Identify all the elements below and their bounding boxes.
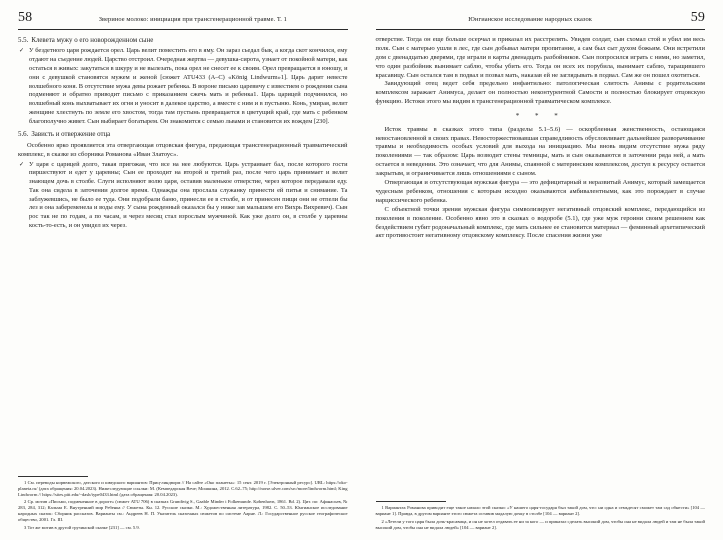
- footnote-3: 3 Тот же мотив в другой грузинской сказке [231] — см. 5.9.: [24, 524, 140, 530]
- right-footnotes: [376, 501, 706, 532]
- footnote-2: 2 Ср. мотив «Письмо, подмененное в дороге» (сюжет ATU 706) в сказках Grundtvig S., Gaable Minder i Folkemunde. København, 1861. Bd. 2). Цит. по: Афанасьев, № 283, 284, 312; Кальма Е. Внутренний мир Ребенка // Сюжеты. Кн. 12. Русские сказки. М.: Художественная литература, 1982. С. 50–53. Юнгианское исследование народных сказок: Сборник рассказов. Варианты см.: Андреев Н. П. Указатель сказочных сюжетов по системе Аарне. Л.: Государственное русское географическое общество, 2001. Гл. III.: [18, 499, 348, 523]
- paragraph-right-3: Отвергающая и отсутствующая мужская фигура — это дефицитарный и неразвитый Анимус, который замещается чудесным ребенком, отношения с которым исходно оказываются амбивалентными, как это порождает в случае нарциссического ребенка.: [375, 179, 705, 204]
- section-heading-5-5: [18, 36, 348, 45]
- paragraph-right-2: Исток травмы в сказках этого типа (разделы 5.1–5.6) — оскорбленная женственность, остающаяся невостановленной в своих правах. Невосторжествовавшая справедливость обусловливает дальнейшее разворачивание травмы и необходимость особых условий для выхода на инициацию. Мы вновь видим отсутствие мужа ряду поколениями — так образом: Царь возводит стены темницы, мать и сын оказываются в заточении ряда ней, а мать остается в неведении. Это означает, что для Анимы, спаянной с материнским комплексом, доступ к ресурсу остается закрытым, и ограничивается лишь отношениями с сыном.: [375, 125, 705, 178]
- left-running-title: Звериное молоко: инициация при трансгенерационной травме. Т. 1: [98, 16, 287, 23]
- right-running-title: Юнгианское исследование народных сказок: [468, 16, 593, 23]
- right-folio-number: 59: [690, 10, 705, 25]
- footnote-1: 1 См. переводы норвежского, датского и шведского вариантов: Приц-линдворм // На сайте «Око планеты»: 15 сент. 2019 г. [Электронный ресурс]. URL: https://oko-planeta.ru/ (дата обращения: 20.04.2023). Нижеследующие ссылки: M. (Кемпедарская Вече; Мошкина, 2012. С.62–75; http://norse.ulver.com/src/more/lindworm.html; King Lindworm // https://sites.pitt.edu/~dash/type0433.html (дата обращения: 20.04.2023).: [18, 479, 348, 497]
- left-running-head: [18, 10, 348, 30]
- section-title-5-6: Зависть и отвержение отца: [31, 131, 111, 139]
- quote-continuation: отверстие. Тогда он еще больше осерчал и приказал их расстрелять. Увидев солдат, сын схомал стой и убил им весь полк. Сын с матерью ушли в лес, где сын добывал матери пропитание, а сам был сыт духом божьим. Они встретили дом с двенадцатью дверями, где играли в карты двенадцать разбойников. Сын попросился играть с ними, но заметил, что один разбойник вынимает саблю, чтобы убить его. Тогда он всех их порубила, вынимает саблю, таращившего красавицу. Сын остался там в подвал и позвал мать, наказав ей не заглядывать в подвал. Сам же он пошел охотиться.: [375, 36, 705, 79]
- right-body-text: [376, 36, 706, 241]
- left-footnotes: [18, 476, 348, 532]
- quote-text-1: У бездетного царя рождается орел. Царь велит поместить его в яму. Он зараз сьедал бык, а когда скот кончился, ему отдают на съедение людей. Царство отстроил. Очередная жертва — девушка-сирота, узнает от покойной матери, как остаться в живых: закутаться в шкуру и не вылезать, пока орел не снесет ее к своим. Орел превращается в юношу, и они с девушкой становятся мужем и женой [сюжет ATU433 (А–С) «König Lindwurm»1]. Царь дарит невесте волшебного коня. В отсутствие мужа девы рожает ребенка. В вороне письмо царевичу с известием о рождении сына подменяют и обратно приводит письмо с приказанием сжечь мать и ребенка1. Царь царицей подчинился, но волшебный конь выхватывает их огня и уносит в далекое царство, а вместе с ним и в пустыню. Конь, умирая, велит женщине хлестнуть по земле его хвостом, тогда там пустынь превращается в цветущий край, где мать с ребенком благополучно живет. Сын выбирает богатырем. Он знакомится с семью львами и становится их вождем [230].: [29, 47, 348, 125]
- quote-text-2: У царя с царицей долго, такая пригожая, что все на нее любуются. Царь устраивает бал, после которого гости пиршествуют и едет у царевны; Сын ее проходит на второй и третий раз, после чего царь принимает и велит знающем дочь в столбе. Слуги исполняют волю царя, оставив маленькое отверстие, через которое передавали еду. Так она сидела в заточении долгое время. Однажды она прослала служанку принести ей питья и снимание. Та заблужевшись, не было ее туда. Они подобрали баню, принесли ее в столбе, и от принесен пищи они не отпели бы лез и она забеременела и воды ему. У сына рожденный оказался бы у ниже зав малышем его Вихрь Вихревич). Сын рос так не по годам, а по часам, и через месяц стал взрослым мужчиной. Как уже долго он, в столбе у царевны кость-то-есть, и он увидел их через.: [29, 160, 348, 229]
- right-running-head: [376, 10, 706, 30]
- quote-block-2: [18, 161, 348, 231]
- section-break-asterisks: * * *: [515, 112, 565, 121]
- right-page: [362, 0, 723, 540]
- footnote-rule-right: [376, 501, 446, 502]
- checkmark-icon: ✓: [18, 48, 25, 55]
- left-folio-number: 58: [18, 10, 33, 25]
- section-heading-5-6: [18, 130, 348, 139]
- section-number-5-5: 5.5.: [18, 37, 29, 44]
- section-title-5-5: Клевета мужу о его новорожденном сыне: [31, 37, 154, 44]
- footnote-right-2: 2 «Летели у того царя была дочь-красавица, и он не хотел отдавать ее ни за кого — и приказал сделать высокий дом, чтобы она не видала людей и там не была такой высокий дом, чтобы она не видала людей» [104 — вариант 2].: [375, 518, 705, 530]
- paragraph-5-6-intro: Особенно ярко проявляется эта отвергающая отцовская фигура, предающая трансгенерационный травматический комплекс, в сказке из сборника Романова «Иван Златоус».: [18, 141, 348, 158]
- checkmark-icon-2: ✓: [18, 161, 25, 168]
- left-body-text: [18, 36, 348, 231]
- paragraph-right-4: С объектной точки зрения мужская фигура символизирует негативный отцовский комплекс, передающийся из поколения в поколение. Особенно явно это в сказках о водоробе (5.1), где уже муж героини своим решением как бездействием губит родоначальный комплекс, где мать сильнее ее становится материал — феминный архетипический акт противостоит негативному отцовскому комплексу. После спасения жизни уже: [375, 205, 705, 240]
- quote-block-1: [18, 47, 348, 126]
- paragraph-right-1: Завидующий отец ведет себя предельно инфантильно: патологическая слитость Анимы с родительским комплексом заражает Анимуса, делает он полностью неконтурентной Самости и полностью блокирует отцовскую функцию. Истоки этого мы видим в трансгенерационной травматическом комплексе.: [375, 80, 705, 106]
- footnote-right-1: 1 Вариантах Романова приводит еще такое начало этой сказки: «У нашего царя-государя был такой дом, что: ни одна и семьдесят сможет там сад обнести» [104 — вариант 1]. Правда, в другом варианте этого сюжета оставив мадалую дочку в столбе [104 — вариант 2].: [375, 505, 705, 517]
- section-number-5-6: 5.6.: [18, 131, 29, 139]
- footnote-rule: [18, 476, 88, 477]
